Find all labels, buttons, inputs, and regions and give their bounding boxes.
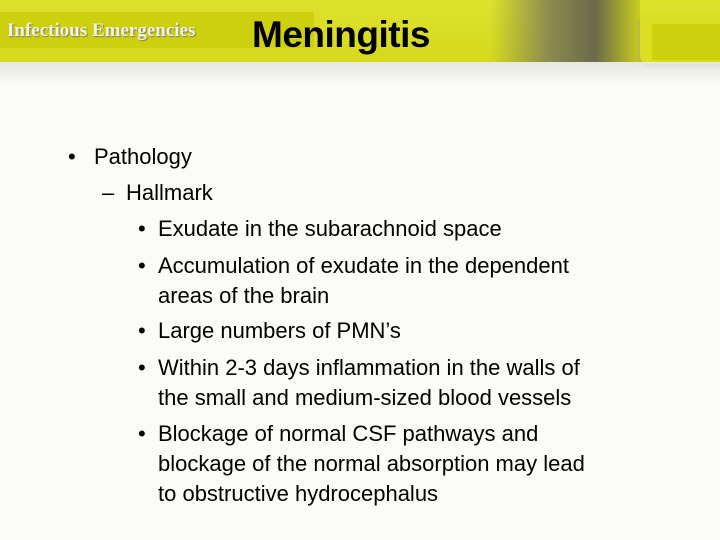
- dash-marker: –: [102, 180, 115, 205]
- slide-title: Meningitis: [252, 14, 430, 55]
- bullet-item-4-line: Within 2-3 days inflammation in the walls of: [158, 355, 580, 380]
- bullet-item-5-line: blockage of the normal absorption may lead: [158, 451, 585, 476]
- section-subtitle: Infectious Emergencies: [7, 20, 196, 41]
- bullet-item-4-line: the small and medium-sized blood vessels: [158, 385, 572, 410]
- bullet-item-2-line: areas of the brain: [158, 283, 330, 308]
- bullet-level1: Pathology: [94, 144, 192, 169]
- bullet-marker: •: [68, 144, 76, 169]
- bullet-marker: •: [138, 318, 146, 343]
- bullet-item-2-line: Accumulation of exudate in the dependent: [158, 253, 569, 278]
- bullet-item-3-line: Large numbers of PMN’s: [158, 318, 401, 343]
- slide-header: [0, 0, 720, 62]
- bullet-item-1-line: Exudate in the subarachnoid space: [158, 216, 502, 241]
- bullet-marker: •: [138, 355, 146, 380]
- bullet-marker: •: [138, 253, 146, 278]
- bullet-marker: •: [138, 421, 146, 446]
- bullet-marker: •: [138, 216, 146, 241]
- header-photo: [490, 0, 640, 62]
- header-decor-inner: [652, 24, 720, 60]
- bullet-item-5-line: Blockage of normal CSF pathways and: [158, 421, 539, 446]
- bullet-item-5-line: to obstructive hydrocephalus: [158, 481, 439, 506]
- bullet-level2: Hallmark: [126, 180, 213, 205]
